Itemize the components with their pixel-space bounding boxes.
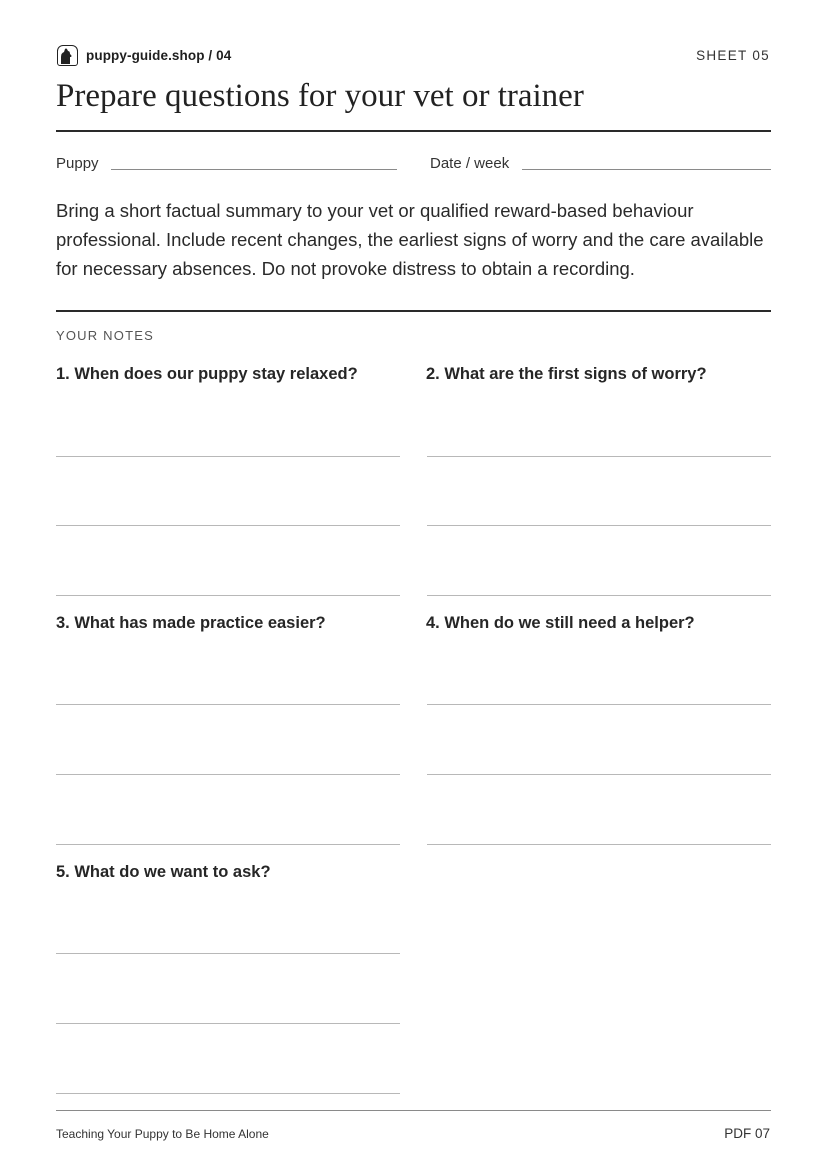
page-title: Prepare questions for your vet or trainer	[56, 78, 584, 114]
answer-line[interactable]	[427, 595, 771, 596]
answer-line[interactable]	[56, 1023, 400, 1024]
answer-line[interactable]	[56, 1093, 400, 1094]
puppy-field[interactable]	[111, 169, 397, 170]
date-week-label: Date / week	[430, 155, 510, 172]
answer-line[interactable]	[427, 525, 771, 526]
answer-line[interactable]	[56, 704, 400, 705]
answer-line[interactable]	[427, 704, 771, 705]
intro-paragraph: Bring a short factual summary to your vet or qualified reward-based behaviour professional. Include recent changes, the earliest signs of worry and the care available for necessary absences. Do not provoke distress to obtain a recording.	[56, 200, 764, 279]
site-name: puppy-guide.shop / 04	[86, 48, 232, 63]
answer-line[interactable]	[56, 844, 400, 845]
question-1: 1. When does our puppy stay relaxed?	[56, 365, 358, 383]
sheet-number: SHEET 05	[696, 48, 770, 63]
question-4: 4. When do we still need a helper?	[426, 614, 695, 632]
dog-silhouette-icon	[57, 45, 78, 66]
question-3: 3. What has made practice easier?	[56, 614, 326, 632]
footer-book-title: Teaching Your Puppy to Be Home Alone	[56, 1127, 269, 1141]
answer-line[interactable]	[56, 456, 400, 457]
question-2: 2. What are the first signs of worry?	[426, 365, 707, 383]
answer-line[interactable]	[427, 774, 771, 775]
answer-line[interactable]	[56, 953, 400, 954]
footer-page-label: PDF 07	[724, 1126, 770, 1141]
answer-line[interactable]	[56, 774, 400, 775]
answer-line[interactable]	[427, 844, 771, 845]
notes-section-label: YOUR NOTES	[56, 328, 154, 343]
question-5: 5. What do we want to ask?	[56, 863, 271, 881]
intro-divider	[56, 310, 771, 312]
puppy-label: Puppy	[56, 155, 99, 172]
footer-divider	[56, 1110, 771, 1111]
answer-line[interactable]	[56, 595, 400, 596]
date-week-field[interactable]	[522, 169, 771, 170]
title-divider	[56, 130, 771, 132]
answer-line[interactable]	[56, 525, 400, 526]
answer-line[interactable]	[427, 456, 771, 457]
